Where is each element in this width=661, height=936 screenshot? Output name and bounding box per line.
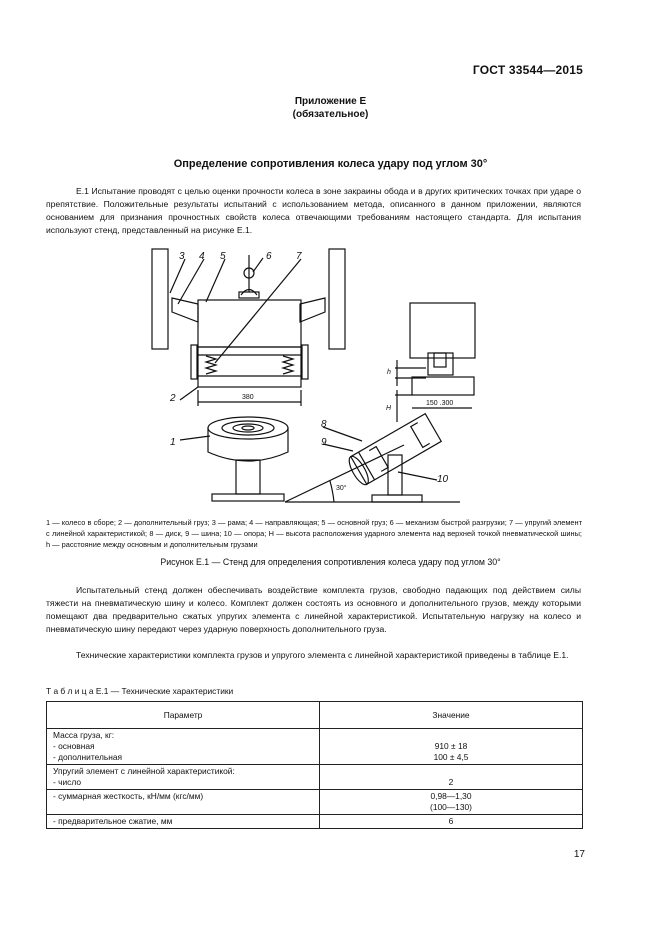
table-row: [47, 765, 583, 790]
angle-arc: [330, 481, 334, 502]
callout-9: 9: [321, 437, 327, 448]
left-bracket: [191, 345, 197, 379]
figure-test-stand: [0, 240, 661, 515]
striker-weight: [410, 303, 475, 358]
param-cell: [47, 815, 320, 829]
value-line: 100 ± 4,5: [433, 752, 469, 762]
angle-label: 30°: [336, 485, 347, 492]
right-bracket: [302, 345, 308, 379]
param-line: - предварительное сжатие, мм: [53, 816, 173, 826]
width-dimension-label: 380: [242, 394, 254, 401]
leader-5: [206, 259, 225, 302]
main-weight: [198, 300, 301, 347]
callout-4: 4: [199, 251, 205, 262]
table-row: [47, 815, 583, 829]
value-line: 0,98—1,30: [430, 791, 472, 801]
value-cell: [320, 765, 583, 790]
support-base: [372, 495, 422, 502]
leader-6: [253, 258, 263, 272]
param-line: - основная: [53, 741, 95, 751]
callout-5: 5: [220, 251, 226, 262]
paragraph-table-ref: Технические характеристики комплекта грузов и упругого элемента с линейной характеристикой приведены в таблице Е.1.: [76, 650, 569, 660]
section-title: Определение сопротивления колеса удару под углом 30°: [173, 158, 488, 170]
paragraph-stand: Испытательный стенд должен обеспечивать воздействие комплекта грузов, свободно падающих под действием силы тяжести на пневматическую шину и колесо. Комплект должен состоять из основного и дополнительного грузов, между которыми помещают два предварительно сжатых упругих элемента с линейной характеристикой. Испытательную нагрузку на колесо и пневматическую шину передают через ударную поверхность дополнительного груза.: [46, 585, 581, 634]
table-row: [47, 729, 583, 765]
header-value: Значение: [320, 702, 583, 729]
guide-right: [300, 298, 325, 322]
value-cell: [320, 815, 583, 829]
value-line: 2: [448, 777, 454, 787]
wheel-tire-ring: [222, 421, 274, 435]
callout-2: 2: [170, 393, 176, 404]
param-line: - дополнительная: [53, 752, 123, 762]
value-line: 910 ± 18: [434, 741, 468, 751]
striker-plate: [412, 377, 474, 395]
wheel-disc-ring: [233, 424, 263, 432]
callout-8: 8: [321, 419, 327, 430]
striker-slot: [434, 353, 446, 367]
appendix-status: (обязательное): [292, 109, 369, 120]
figure-caption: Рисунок Е.1 — Стенд для определения сопротивления колеса удару под углом 30°: [160, 557, 501, 567]
leader-9: [323, 444, 353, 451]
param-line: - число: [53, 777, 81, 787]
table-header-row: [47, 702, 583, 729]
value-cell: [320, 790, 583, 815]
spring-left: [206, 356, 216, 374]
value-line: 6: [448, 816, 454, 826]
frame-left-post: [152, 249, 168, 349]
frame-right-post: [329, 249, 345, 349]
param-cell: [47, 765, 320, 790]
guide-left: [172, 298, 198, 322]
callout-1: 1: [170, 437, 176, 448]
table-caption: Т а б л и ц а Е.1 — Технические характеристики: [46, 686, 234, 696]
support-column: [388, 455, 402, 495]
appendix-title: Приложение Е: [294, 96, 367, 107]
leader-10: [398, 472, 437, 480]
param-line: - суммарная жесткость, кН/мм (кгс/мм): [53, 791, 204, 801]
table-row: [47, 790, 583, 815]
param-line: Упругий элемент с линейной характеристикой:: [53, 766, 235, 776]
wheel-hub: [242, 426, 254, 430]
wheel-top-face: [208, 417, 288, 439]
header-param: Параметр: [47, 702, 320, 729]
wheel-side: [208, 428, 288, 461]
spec-table: [46, 701, 583, 829]
callout-7: 7: [296, 251, 302, 262]
value-line: (100—130): [430, 802, 472, 812]
leader-3: [170, 259, 185, 293]
param-line: Масса груза, кг:: [53, 730, 115, 740]
page-number: 17: [573, 849, 585, 860]
wheel-column: [236, 460, 260, 494]
callout-6: 6: [266, 251, 272, 262]
leader-1: [180, 436, 210, 440]
wheel-base: [212, 494, 284, 501]
paragraph-e1: Е.1 Испытание проводят с целью оценки прочности колеса в зоне закраины обода и в других критических точках при ударе о препятствие. Положительные результаты испытаний с использованием метода, описанного в данном приложении, являются основанием для признания прочностных свойств колеса отвечающими требованиям настоящего стандарта. Для испытания используют стенд, представленный на рисунке Е.1.: [46, 186, 581, 235]
spring-right: [283, 356, 293, 374]
offset-label: 150 .300: [426, 400, 454, 407]
leader-8: [323, 427, 362, 441]
H-label: H: [386, 405, 392, 412]
callout-10: 10: [437, 474, 449, 485]
leader-2: [180, 387, 198, 400]
figure-legend: 1 — колесо в сборе; 2 — дополнительный груз; 3 — рама; 4 — направляющая; 5 — основной груз; 6 — механизм быстрой разгрузки; 7 — упругий элемент с линейной характеристикой; 8 — диск, 9 — шина; 10 — опора; H — высота расположения ударного элемента над верхней точкой пневматической шины; h — расстояние между основным и дополнительным грузами: [46, 518, 582, 549]
value-cell: [320, 729, 583, 765]
h-label: h: [387, 369, 391, 376]
callout-3: 3: [179, 251, 185, 262]
striker-block: [428, 353, 453, 375]
standard-number: ГОСТ 33544—2015: [472, 63, 583, 77]
param-cell: [47, 790, 320, 815]
param-cell: [47, 729, 320, 765]
